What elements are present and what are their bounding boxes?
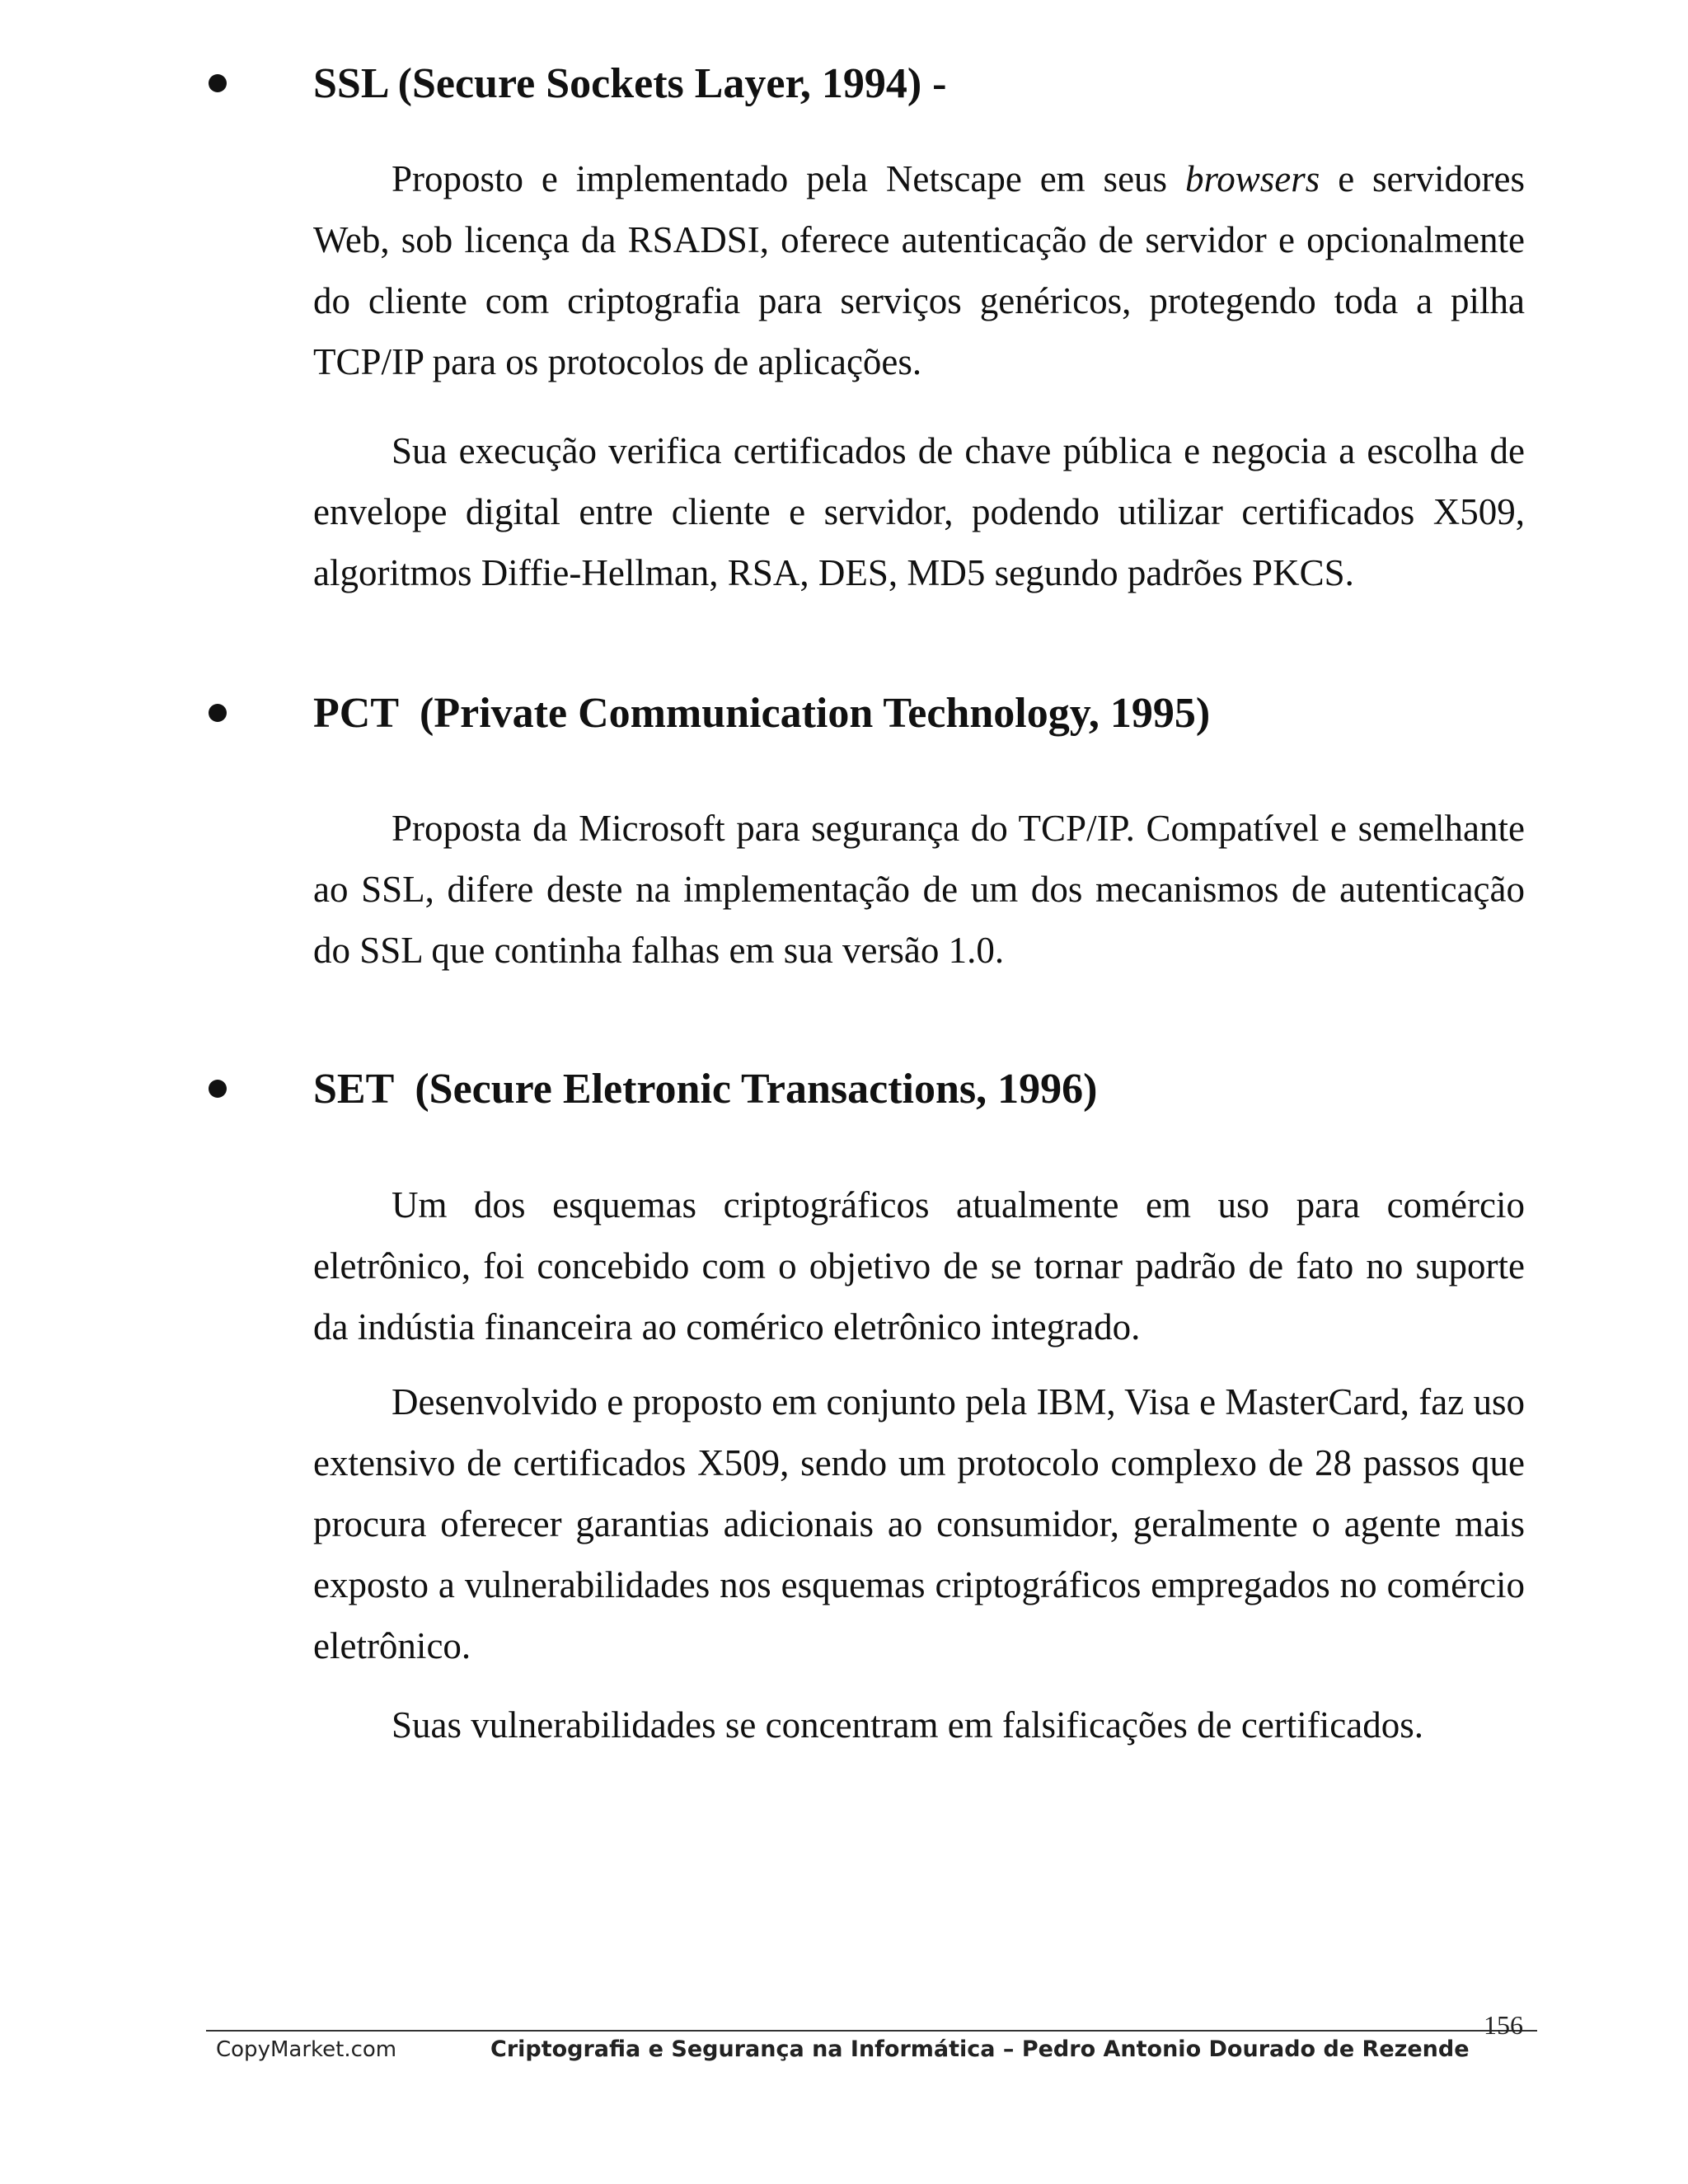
footer-divider (206, 2030, 1537, 2032)
paragraph (313, 148, 1525, 392)
paragraph: Sua execução verifica certificados de chave pública e negocia a escolha de envelope digital entre cliente e servidor, podendo utilizar certificados X509, algoritmos Diffie-Hellman, RSA, DES, MD5 segundo padrões PKCS. (313, 430, 1525, 593)
section-set (0, 1057, 1688, 1131)
paragraph: Suas vulnerabilidades se concentram em falsificações de certificados. (392, 1704, 1423, 1746)
section-heading-row (0, 681, 1688, 755)
section-pct (0, 681, 1688, 755)
footer-book-title: Criptografia e Segurança na Informática – Pedro Antonio Dourado de Rezende (490, 2036, 1470, 2062)
section-heading-row (0, 51, 1688, 125)
page-number: 156 (1484, 2010, 1523, 2040)
bullet-icon (209, 704, 227, 722)
section-ssl (0, 51, 1688, 125)
bullet-icon (209, 74, 227, 92)
section-heading: SSL (Secure Sockets Layer, 1994) - (313, 60, 947, 107)
paragraph: Um dos esquemas criptográficos atualmente em uso para comércio eletrônico, foi concebido com o objetivo de se tornar padrão de fato no suporte da indústia financeira ao comérico eletrônico integrado. (313, 1184, 1525, 1347)
section-heading: SET (Secure Eletronic Transactions, 1996) (313, 1066, 1098, 1113)
paragraph-text: Proposto e implementado pela Netscape em seus (392, 158, 1185, 199)
paragraph: Proposta da Microsoft para segurança do TCP/IP. Compatível e semelhante ao SSL, difere deste na implementação de um dos mecanismos de autenticação do SSL que continha falhas em sua versão 1.0. (313, 808, 1525, 971)
footer-site-name: CopyMarket.com (216, 2037, 397, 2062)
bullet-icon (209, 1080, 227, 1098)
section-heading: PCT (Private Communication Technology, 1995) (313, 690, 1211, 737)
section-heading-row (0, 1057, 1688, 1131)
paragraph-text: e servidores Web, sob licença da RSADSI, oferece autenticação de servidor e opcionalmente do cliente com criptografia para serviços genéricos, protegendo toda a pilha TCP/IP para os protocolos de aplicações. (313, 158, 1525, 382)
emphasis-text: browsers (1184, 158, 1320, 199)
paragraph: Desenvolvido e proposto em conjunto pela IBM, Visa e MasterCard, faz uso extensivo de certificados X509, sendo um protocolo complexo de 28 passos que procura oferecer garantias adicionais ao consumidor, geralmente o agente mais exposto a vulnerabilidades nos esquemas criptográficos empregados no comércio eletrônico. (313, 1381, 1525, 1666)
